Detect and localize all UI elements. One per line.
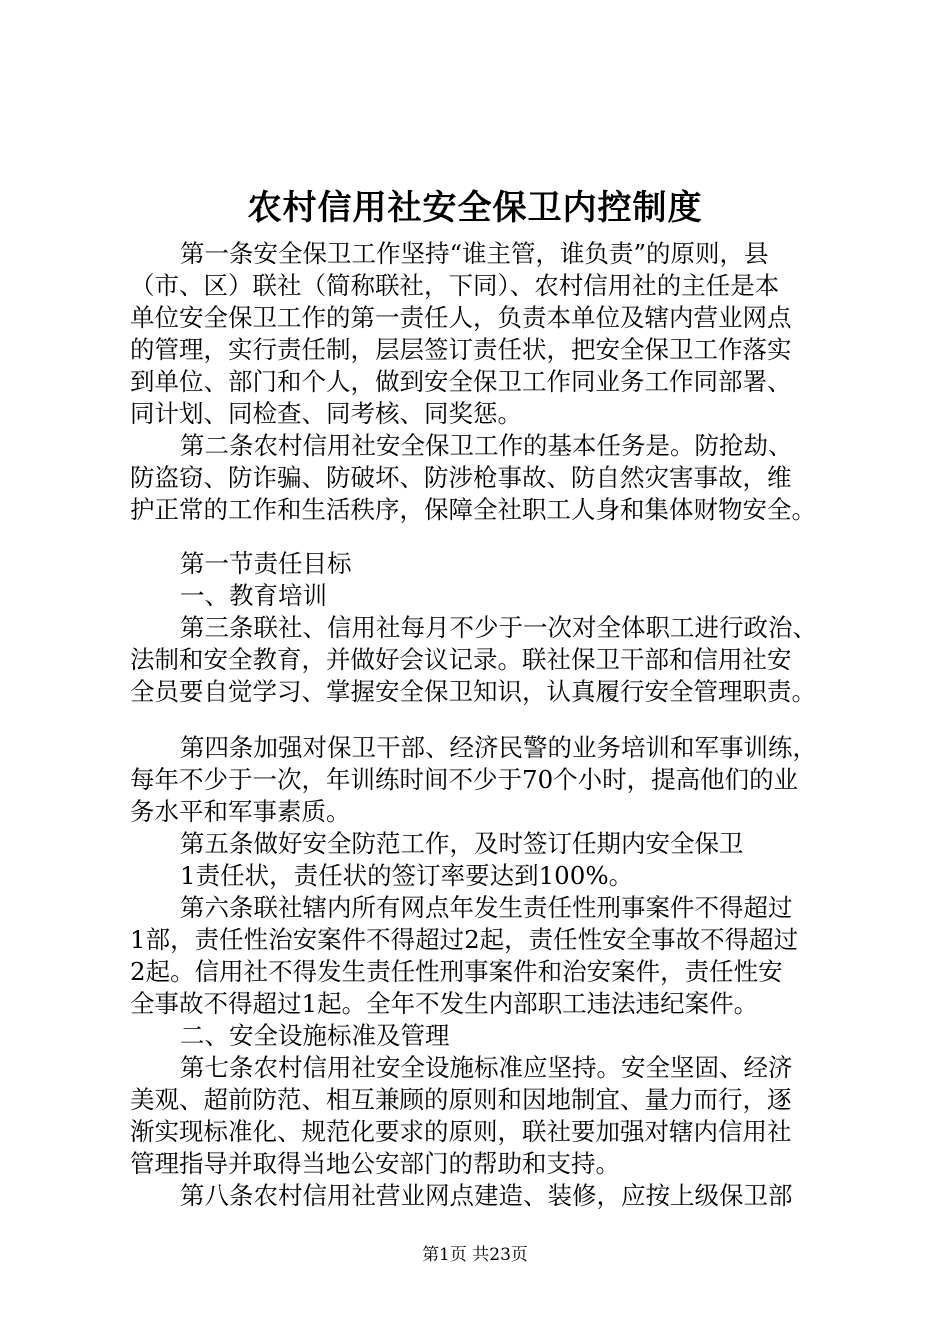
text-line: 第四条加强对保卫干部、经济民警的业务培训和军事训练， — [180, 733, 817, 762]
section-heading: 二、安全设施标准及管理 — [180, 1021, 450, 1050]
text-line: 美观、超前防范、相互兼顾的原则和因地制宜、量力而行，逐 — [130, 1085, 792, 1114]
text-line: 1部，责任性治安案件不得超过2起，责任性安全事故不得超过 — [130, 925, 799, 954]
text-line: （市、区）联社（简称联社，下同）、农村信用社的主任是本 — [130, 271, 780, 300]
text-line: 第二条农村信用社安全保卫工作的基本任务是。防抢劫、 — [180, 431, 793, 460]
text-line: 单位安全保卫工作的第一责任人，负责本单位及辖内营业网点 — [130, 303, 792, 332]
text-line: 到单位、部门和个人，做到安全保卫工作同业务工作同部署、 — [130, 367, 792, 396]
text-line: 第八条农村信用社营业网点建造、装修，应按上级保卫部 — [180, 1181, 793, 1210]
document-title: 农村信用社安全保卫内控制度 — [247, 188, 703, 228]
text-line: 防盗窃、防诈骗、防破坏、防涉枪事故、防自然灾害事故，维 — [130, 463, 792, 492]
text-line: 第一条安全保卫工作坚持“谁主管，谁负责”的原则，县 — [180, 239, 769, 268]
text-line: 全员要自觉学习、掌握安全保卫知识，认真履行安全管理职责。 — [130, 677, 816, 706]
text-line: 法制和安全教育，并做好会议记录。联社保卫干部和信用社安 — [130, 645, 792, 674]
text-line: 的管理，实行责任制，层层签订责任状，把安全保卫工作落实 — [130, 335, 792, 364]
text-line: 第五条做好安全防范工作，及时签订任期内安全保卫 — [180, 829, 744, 858]
text-line: 2起。信用社不得发生责任性刑事案件和治安案件，责任性安 — [130, 957, 783, 986]
text-line: 护正常的工作和生活秩序，保障全社职工人身和集体财物安全。 — [130, 495, 816, 524]
text-line: 第六条联社辖内所有网点年发生责任性刑事案件不得超过 — [180, 893, 793, 922]
text-line: 1责任状，责任状的签订率要达到100%。 — [180, 861, 634, 890]
text-line: 全事故不得超过1起。全年不发生内部职工违法违纪案件。 — [130, 989, 759, 1018]
section-heading: 一、教育培训 — [180, 581, 327, 610]
section-heading: 第一节责任目标 — [180, 549, 352, 578]
text-line: 第三条联社、信用社每月不少于一次对全体职工进行政治、 — [180, 613, 817, 642]
text-line: 渐实现标准化、规范化要求的原则，联社要加强对辖内信用社 — [130, 1117, 792, 1146]
text-line: 每年不少于一次，年训练时间不少于70个小时，提高他们的业 — [130, 765, 799, 794]
text-line: 第七条农村信用社安全设施标准应坚持。安全坚固、经济 — [180, 1053, 793, 1082]
text-line: 务水平和军事素质。 — [130, 797, 351, 826]
text-line: 管理指导并取得当地公安部门的帮助和支持。 — [130, 1149, 620, 1178]
page-footer: 第1页 共23页 — [422, 1245, 528, 1265]
text-line: 同计划、同检查、同考核、同奖惩。 — [130, 399, 522, 428]
